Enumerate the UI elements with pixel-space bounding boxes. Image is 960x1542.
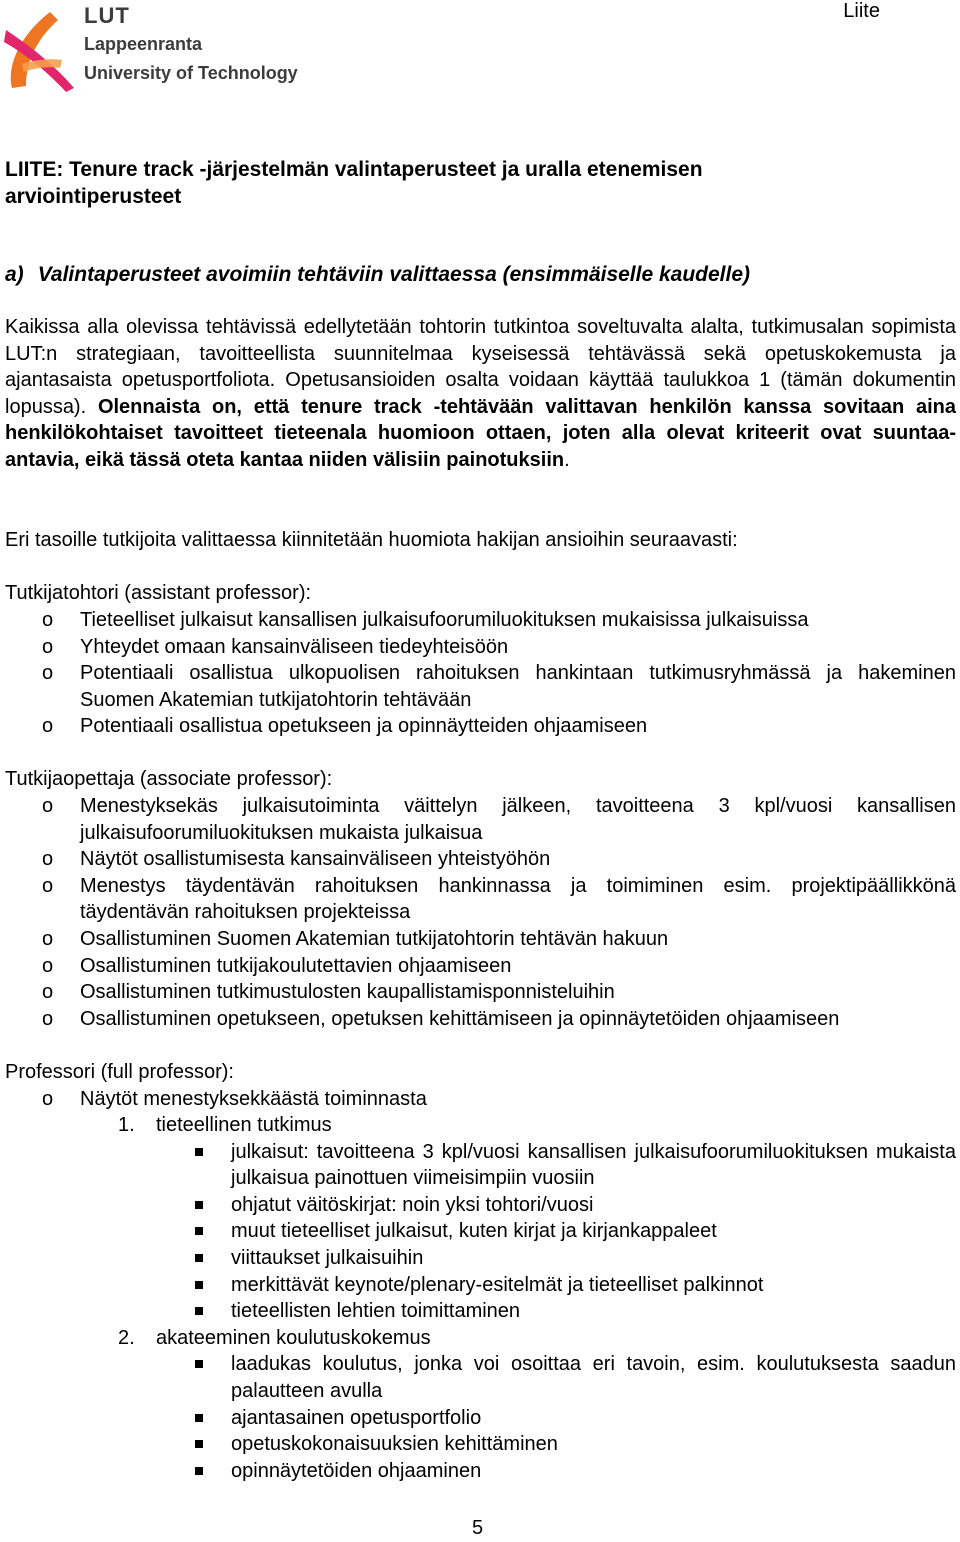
list-item-text: Osallistuminen tutkimustulosten kaupallistamisponnisteluihin: [80, 981, 615, 1004]
square-bullet-icon: [195, 1467, 203, 1475]
list-item: [5, 873, 956, 926]
section-subheading: [5, 261, 764, 288]
list-item-text: Osallistuminen tutkijakoulutettavien ohjaamiseen: [80, 954, 512, 977]
list-item: [5, 1139, 956, 1192]
list-marker: o: [42, 954, 54, 977]
corner-label: Liite: [843, 0, 880, 22]
assistant-title: Tutkijatohtori (assistant professor):: [5, 582, 312, 604]
list-item: [5, 1431, 956, 1458]
section-number: 1.: [118, 1114, 135, 1136]
square-bullet-icon: [195, 1360, 203, 1368]
list-item-text: muut tieteelliset julkaisut, kuten kirjat ja kirjankappaleet: [231, 1220, 717, 1243]
list-item: [5, 1245, 956, 1272]
square-bullet-icon: [195, 1440, 203, 1448]
list-item: [5, 713, 956, 740]
section-2-list: [5, 1351, 956, 1484]
logo-line-1: LUT: [84, 3, 130, 28]
list-marker: o: [42, 795, 54, 817]
section-label: akateeminen koulutuskokemus: [156, 1326, 431, 1349]
section-label: tieteellinen tutkimus: [156, 1114, 332, 1136]
list-item-text: viittaukset julkaisuihin: [231, 1246, 424, 1269]
document-heading: LIITE: Tenure track -järjestelmän valintaperusteet ja uralla etenemisen arviointiperusteet: [5, 158, 703, 208]
square-bullet-icon: [195, 1201, 203, 1209]
list-marker: o: [42, 874, 54, 897]
list-item-text: Näytöt osallistumisesta kansainväliseen yhteistyöhön: [80, 848, 551, 871]
list-item: [5, 953, 956, 980]
list-marker: o: [42, 981, 54, 1004]
list-item: [5, 1218, 956, 1245]
list-item-text: Potentiaali osallistua opetukseen ja opinnäytteiden ohjaamiseen: [80, 715, 648, 738]
intro-bold-text: Olennaista on, että tenure track -tehtävään valittavan henkilön kanssa sovitaan aina henkilökohtaiset tavoitteet tieteenala huomioon ottaen, joten alla olevat kriteerit ovat suuntaa-antavia, eikä tässä oteta kantaa niiden välisiin painotuksiin: [5, 395, 956, 471]
associate-list: [5, 793, 956, 1032]
full-list: [5, 1086, 956, 1113]
list-item-text: Osallistuminen opetukseen, opetuksen kehittämiseen ja opinnäytetöiden ohjaamiseen: [80, 1007, 840, 1030]
section-1-list: [5, 1139, 956, 1325]
list-item: [5, 1298, 956, 1325]
square-bullet-icon: [195, 1414, 203, 1422]
page-number: 5: [472, 1517, 484, 1539]
list-item: [5, 1006, 956, 1033]
associate-title: Tutkijaopettaja (associate professor):: [5, 768, 333, 790]
list-item-text: ajantasainen opetusportfolio: [231, 1406, 482, 1429]
numbered-section: [5, 1112, 956, 1139]
section-number: 2.: [118, 1326, 135, 1349]
assistant-list: [5, 607, 956, 740]
list-item-text: opinnäytetöiden ohjaaminen: [231, 1459, 482, 1482]
list-item: [5, 1405, 956, 1432]
logo-text: [84, 2, 298, 88]
list-marker: o: [42, 609, 54, 631]
list-item: [5, 979, 956, 1006]
list-marker: o: [42, 927, 54, 950]
subheading-marker: a): [5, 263, 24, 286]
square-bullet-icon: [195, 1148, 203, 1156]
list-item-text: Menestys täydentävän rahoituksen hankinnassa ja toimiminen esim. projektipäällikkönä täydentävän rahoituksen projekteissa: [80, 874, 956, 924]
list-item: [5, 926, 956, 953]
list-item: [5, 1086, 956, 1113]
intro-tail: .: [564, 448, 570, 471]
square-bullet-icon: [195, 1227, 203, 1235]
square-bullet-icon: [195, 1281, 203, 1289]
list-marker: o: [42, 662, 54, 685]
list-item-text: Yhteydet omaan kansainväliseen tiedeyhteisöön: [80, 635, 509, 658]
list-item: [5, 634, 956, 661]
list-item: [5, 793, 956, 846]
list-item-text: julkaisut: tavoitteena 3 kpl/vuosi kansallisen julkaisufoorumiluokituksen mukaista julkaisua painottuen viimeisimpiin vuosiin: [231, 1140, 956, 1190]
list-marker: o: [42, 715, 54, 738]
full-title: Professori (full professor):: [5, 1061, 234, 1083]
list-item-text: tieteellisten lehtien toimittaminen: [231, 1300, 521, 1323]
list-item: [5, 846, 956, 873]
list-item-text: Osallistuminen Suomen Akatemian tutkijatohtorin tehtävän hakuun: [80, 927, 669, 950]
list-item: [5, 607, 956, 634]
list-marker: o: [42, 848, 54, 871]
numbered-section: [5, 1325, 956, 1352]
list-item: [5, 1272, 956, 1299]
list-item-text: laadukas koulutus, jonka voi osoittaa eri tavoin, esim. koulutuksesta saadun palautteen avulla: [231, 1353, 956, 1402]
list-item-text: Tieteelliset julkaisut kansallisen julkaisufoorumiluokituksen mukaisissa julkaisuissa: [80, 609, 809, 631]
square-bullet-icon: [195, 1307, 203, 1315]
intro-paragraph: [5, 314, 956, 474]
list-item: [5, 1192, 956, 1219]
square-bullet-icon: [195, 1254, 203, 1262]
list-item-text: Menestyksekäs julkaisutoiminta väittelyn jälkeen, tavoitteena 3 kpl/vuosi kansallisen julkaisufoorumiluokituksen mukaista julkaisua: [80, 795, 956, 844]
logo-line-3: University of Technology: [84, 63, 298, 83]
list-item-text: Potentiaali osallistua ulkopuolisen rahoituksen hankintaan tutkimusryhmässä ja hakeminen Suomen Akatemian tutkijatohtorin tehtävään: [80, 662, 956, 711]
subheading-text: Valintaperusteet avoimiin tehtäviin valittaessa (ensimmäiselle kaudelle): [37, 263, 751, 286]
list-item-text: Näytöt menestyksekkäästä toiminnasta: [80, 1088, 427, 1110]
list-item-text: merkittävät keynote/plenary-esitelmät ja tieteelliset palkinnot: [231, 1273, 764, 1296]
list-item: [5, 1458, 956, 1485]
list-marker: o: [42, 1007, 54, 1030]
full-sections: [5, 1112, 956, 1484]
list-item-text: opetuskokonaisuuksien kehittäminen: [231, 1433, 558, 1456]
list-item-text: ohjatut väitöskirjat: noin yksi tohtori/vuosi: [231, 1193, 594, 1216]
list-item: [5, 1351, 956, 1404]
list-item: [5, 660, 956, 713]
list-marker: o: [42, 635, 54, 658]
intro-text: Kaikissa alla olevissa tehtävissä edellytetään tohtorin tutkintoa soveltuvalta alalta, tutkimusalan sopimista LUT:n strategiaan, tavoitteellista suunnitelmaa kyseisessä tehtävässä sekä opetuskokemusta ja ajantasaista opetusportfoliota. Opetusansioiden osalta voidaan käyttää taulukkoa 1 (tämän dokumentin lopussa).: [5, 316, 956, 418]
lead-paragraph: Eri tasoille tutkijoita valittaessa kiinnitetään huomiota hakijan ansioihin seuraavasti:: [5, 529, 738, 551]
list-marker: o: [42, 1088, 54, 1110]
logo-line-2: Lappeenranta: [84, 34, 203, 54]
